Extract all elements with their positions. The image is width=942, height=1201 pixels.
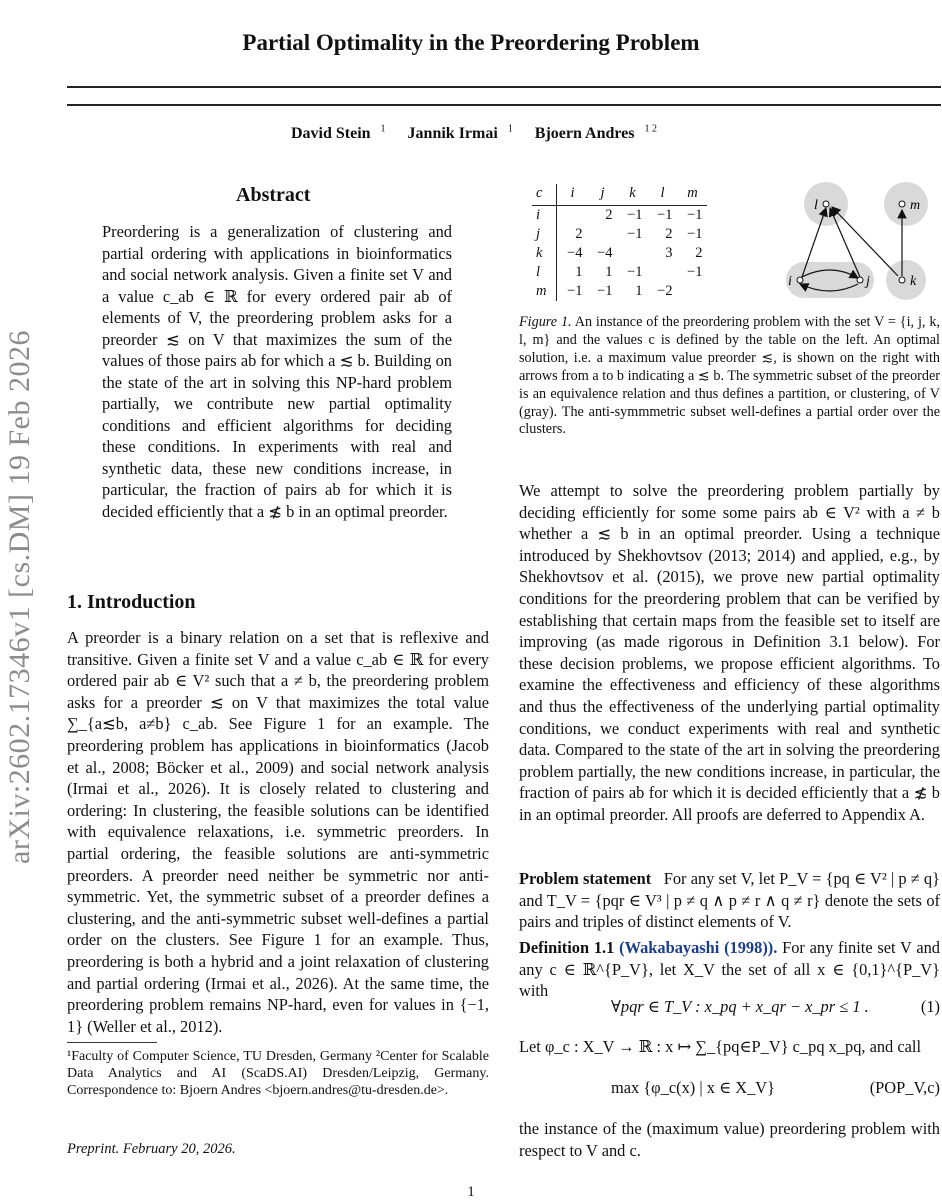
table-cell xyxy=(557,206,588,226)
section-heading: 1. Introduction xyxy=(67,591,196,613)
table-cell: −1 xyxy=(687,264,703,280)
col-header: m xyxy=(677,184,707,206)
node-m xyxy=(899,201,905,207)
cluster-m xyxy=(884,182,928,226)
row-label: m xyxy=(532,282,557,301)
preorder-graph xyxy=(778,180,938,300)
table-cell: −1 xyxy=(627,264,643,280)
cluster-k xyxy=(886,260,926,300)
table-cell xyxy=(677,282,707,301)
table-corner: c xyxy=(532,184,557,206)
table-cell: −4 xyxy=(597,245,613,261)
table-cell xyxy=(647,263,677,282)
table-cell: 2 xyxy=(695,245,703,261)
definition-text: For any finite set V and any c ∈ ℝ^{P_V}, let X_V the set of all x ∈ {0,1}^{P_V} with xyxy=(519,938,941,1001)
table-cell: −1 xyxy=(627,226,643,242)
equation-tag: (1) xyxy=(920,997,940,1016)
table-row xyxy=(532,225,707,244)
intro-paragraph: A preorder is a binary relation on a set that is reflexive and transitive. Given a finite set V and a value c_ab ∈ ℝ for every ordered pair ab ∈ V² such that a ≠ b, the preordering problem asks for a preorder ≲ on V that maximizes the total value ∑_{a≲b, a≠b} c_ab. See Figure 1 for an example. The preordering problem has applications in bioinformatics (Jacob et al., 2008; Böcker et al., 2009) and social network analysis (Irmai et al., 2026). It is closely related to clustering and ordering: In clustering, the feasible solutions can be identified with equivalence relaxations, i.e. symmetric preorders. In partial ordering, the feasible solutions are anti-symmetric preorders. A preorder need neither be symmetric nor anti-symmetric. Yet, the symmetric subset of a preorder defines a clustering, and the anti-symmetric subset well-defines a partial order on the clusters. See Figure 1 for an example. Thus, preordering is both a hybrid and a joint relaxation of clustering and partial ordering (Irmai et al., 2026). At the same time, the preordering problem remains NP-hard, even for values in {−1, 1} (Weller et al., 2012). xyxy=(67,628,489,1036)
table-cell: −1 xyxy=(687,226,703,242)
author: Jannik Irmai $^1$ xyxy=(407,124,513,143)
body-paragraph: We attempt to solve the preordering problem partially by deciding efficiently for some some pairs ab ∈ V² with a ≠ b whether a ≲ b in an optimal preorder. Using a technique introduced by Shekhovtsov (2013; 2014) and applied, e.g., by Shekhovtsov et al. (2015), we prove new partial optimality conditions for the preordering problem that can be verified by establishing that certain maps from the feasible set to itself are improving (as made rigorous in Definition 3.1 below). For these decision problems, we propose efficient algorithms. To examine the effectiveness and efficiency of these algorithms and thus the effectiveness of the underlying partial optimality conditions, we conduct experiments with real and synthetic data. Compared to the state of the art in solving the preordering problem partially, the new conditions increase, in particular, the fraction of pairs ab for which it is decided efficiently that a ≴ b in an optimal preorder. All proofs are deferred to Appendix A. xyxy=(519,481,940,824)
author: Bjoern Andres $^{1 2}$ xyxy=(534,124,658,143)
table-cell: −1 xyxy=(597,283,613,299)
table-cell: −4 xyxy=(567,245,583,261)
paper-title: Partial Optimality in the Preordering Problem xyxy=(242,30,700,55)
node-label: k xyxy=(910,274,917,289)
run-in-heading: Problem statement xyxy=(519,869,652,888)
problem-statement xyxy=(519,868,940,933)
footnote-rule xyxy=(67,1042,157,1043)
author: David Stein $^1$ xyxy=(290,124,386,143)
caption-label: Figure 1. xyxy=(519,314,572,330)
figure-caption xyxy=(519,314,940,439)
table-cell: −1 xyxy=(657,207,673,223)
col-header: k xyxy=(617,184,647,206)
table-row xyxy=(532,263,707,282)
top-rule xyxy=(67,86,941,88)
node-i xyxy=(797,277,803,283)
equation-body: max {φ_c(x) | x ∈ X_V} xyxy=(611,1078,775,1097)
table-row xyxy=(532,244,707,263)
col-header: l xyxy=(647,184,677,206)
problem-text: For any set V, let P_V = {pq ∈ V² | p ≠ q} and T_V = {pqr ∈ V³ | p ≠ q ∧ p ≠ r ∧ q ≠ r} denote the sets of pairs and triples of distinct elements of V. xyxy=(519,869,940,932)
table-cell: 2 xyxy=(575,226,583,242)
col-header: i xyxy=(557,184,588,206)
table-cell: −2 xyxy=(657,283,673,299)
page-number: 1 xyxy=(467,1184,475,1200)
col-header: j xyxy=(587,184,617,206)
node-l xyxy=(823,201,829,207)
abstract-text: Preordering is a generalization of clustering and partial ordering with applications in bioinformatics and social network analysis. Given a finite set V and a value c_ab ∈ ℝ for every ordered pair ab of elements of V, the preordering problem asks for a preorder ≲ on V that maximizes the sum of the values of those pairs ab for which a ≲ b. Building on the state of the art in solving this NP-hard problem partially, we contribute new partial optimality conditions and efficient algorithms for deciding these conditions. In experiments with real and synthetic data, these new conditions increase, in particular, the fraction of pairs ab for which it is decided efficiently that a ≴ b in an optimal preorder. xyxy=(102,222,452,521)
row-label: j xyxy=(532,225,557,244)
table-cell xyxy=(617,244,647,263)
table-cell: −1 xyxy=(687,207,703,223)
equation-tag: (POP_V,c) xyxy=(869,1078,940,1097)
caption-text: An instance of the preordering problem with the set V = {i, j, k, l, m} and the values c is defined by the table on the left. An optimal solution, i.e. a maximum value preorder ≲, is shown on the right with arrows from a to b indicating a ≲ b. The symmetric subset of the preorder is an equivalence relation and thus defines a partition, or clustering, of V (gray). The anti-symmmetric subset well-defines a partial order over the clusters. xyxy=(519,314,940,438)
footnote: ¹Faculty of Computer Science, TU Dresden, Germany ²Center for Scalable Data Analytics and AI (ScaDS.AI) Dresden/Leipzig, Germany. Correspondence to: Bjoern Andres <bjoern.andres@tu-dresden.de>. xyxy=(67,1049,489,1098)
table-cell xyxy=(587,225,617,244)
table-cell: 2 xyxy=(605,207,613,223)
table-cell: 1 xyxy=(575,264,583,280)
equation-body: ∀pqr ∈ T_V : x_pq + x_qr − x_pr ≤ 1 . xyxy=(611,997,869,1016)
node-label: l xyxy=(814,198,818,213)
row-label: i xyxy=(532,206,557,226)
definition-cite[interactable]: (Wakabayashi (1998)). xyxy=(619,938,778,957)
definition-label: Definition 1.1 xyxy=(519,938,615,957)
table-header-row xyxy=(532,184,707,206)
arxiv-stamp: arXiv:2602.17346v1 [cs.DM] 19 Feb 2026 xyxy=(3,330,36,864)
let-line: Let φ_c : X_V → ℝ : x ↦ ∑_{pq∈P_V} c_pq x_pq, and call xyxy=(519,1037,922,1056)
row-label: l xyxy=(532,263,557,282)
value-table xyxy=(532,184,707,301)
bottom-rule xyxy=(67,104,941,106)
abstract-heading: Abstract xyxy=(236,184,311,206)
preprint-note: Preprint. February 20, 2026. xyxy=(67,1141,236,1157)
table-cell: 1 xyxy=(605,264,613,280)
table-cell: 3 xyxy=(665,245,673,261)
node-j xyxy=(857,277,863,283)
table-row xyxy=(532,282,707,301)
node-label: m xyxy=(910,198,921,213)
table-cell: −1 xyxy=(567,283,583,299)
definition xyxy=(519,937,940,1002)
closing-paragraph: the instance of the (maximum value) preordering problem with respect to V and c. xyxy=(519,1119,940,1160)
author-line xyxy=(0,124,942,143)
table-row xyxy=(532,206,707,226)
node-k xyxy=(899,277,905,283)
table-cell: 2 xyxy=(665,226,673,242)
table-cell: 1 xyxy=(635,283,643,299)
table-cell: −1 xyxy=(627,207,643,223)
row-label: k xyxy=(532,244,557,263)
node-label: i xyxy=(788,274,792,289)
node-label: j xyxy=(866,274,870,289)
